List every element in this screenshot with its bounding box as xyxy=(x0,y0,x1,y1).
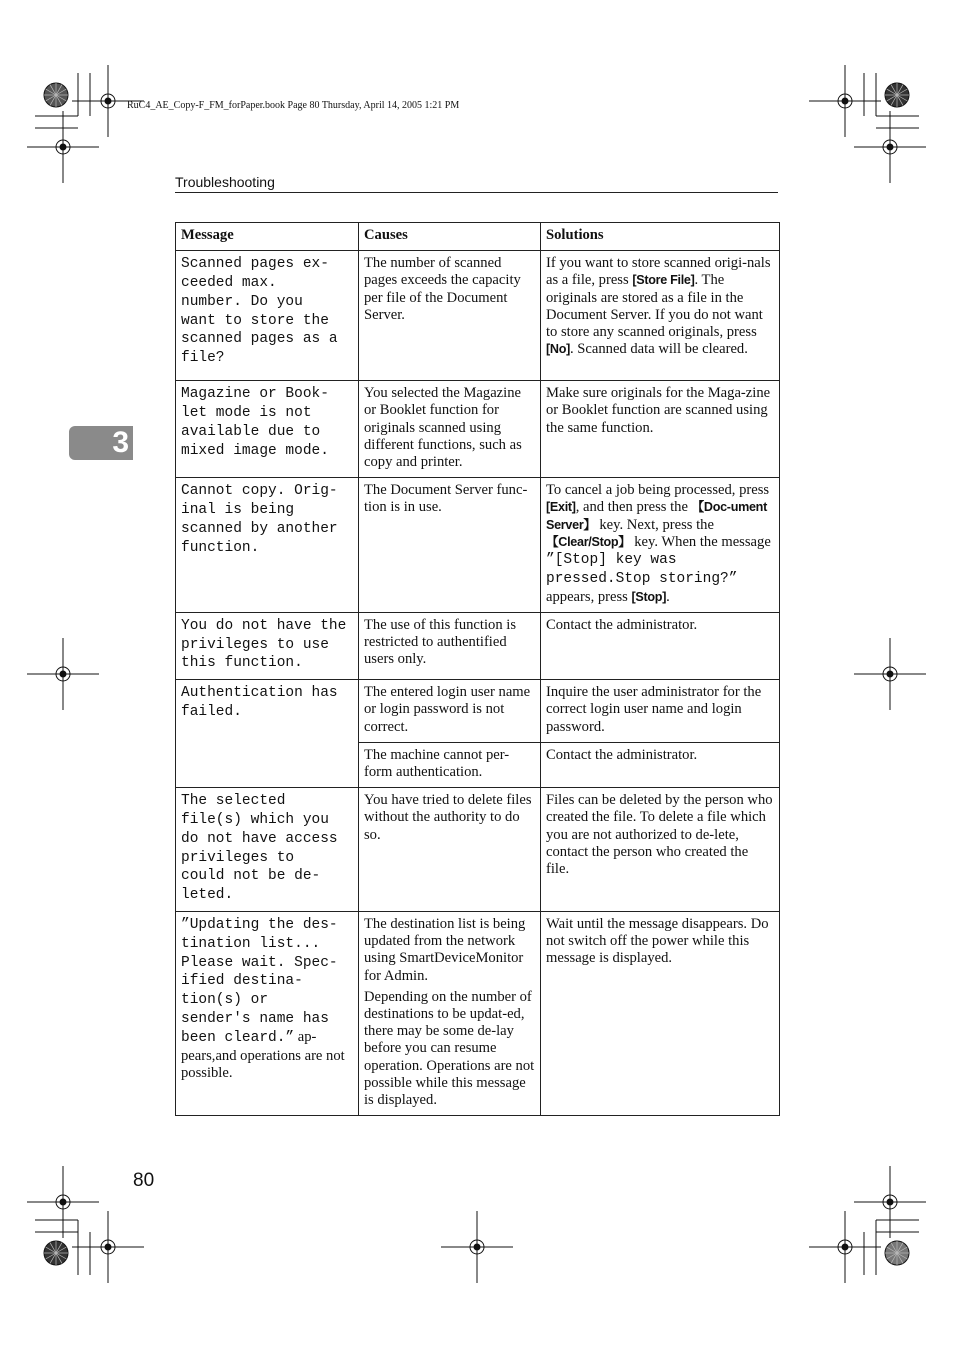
solution-text: If you want to store scanned origi-nals as a file, press xyxy=(546,255,771,289)
solution-text: To cancel a job being processed, press xyxy=(546,482,770,499)
crosshair-mark xyxy=(809,1211,881,1283)
message-cell xyxy=(176,788,359,912)
crosshair-mark xyxy=(27,1166,99,1238)
crosshair-mark xyxy=(72,1211,144,1283)
table-row xyxy=(176,251,780,381)
document-server-key: 【Doc-ument Server】 xyxy=(546,500,767,532)
solution-text: appears, press xyxy=(546,588,632,605)
table-row xyxy=(176,680,780,743)
message-cell xyxy=(176,612,359,679)
solution-cell xyxy=(541,251,780,381)
message-text-tail: ap-pears,and operations are not possible. xyxy=(181,1028,345,1081)
cause-cell: You selected the Magazine or Booklet function for originals scanned using different functions, such as copy and printer. xyxy=(359,381,541,478)
cause-cell: You have tried to delete files without the authority to do so. xyxy=(359,788,541,912)
crosshair-mark xyxy=(27,638,99,710)
solution-cell: Contact the administrator. xyxy=(541,742,780,787)
message-text: Cannot copy. Orig- inal is being scanned by another function. xyxy=(181,483,338,556)
table-header-row xyxy=(176,223,780,251)
message-text: Authentication has failed. xyxy=(181,685,338,721)
message-text: You do not have the privileges to use this function. xyxy=(181,617,347,672)
header-solutions: Solutions xyxy=(541,223,780,251)
color-wheel-mark xyxy=(44,83,68,107)
stop-key: [Stop] xyxy=(631,589,667,604)
crosshair-mark xyxy=(854,638,926,710)
section-rule xyxy=(175,192,778,193)
solution-text: . xyxy=(666,588,670,605)
cause-cell: The machine cannot per-form authentication. xyxy=(359,742,541,787)
stop-message-text: ”[Stop] key was pressed.Stop storing?” xyxy=(546,552,738,587)
store-file-key: [Store File] xyxy=(632,273,695,288)
troubleshooting-table xyxy=(175,222,780,1116)
chapter-tab: 3 xyxy=(69,426,133,460)
message-text: The selected file(s) which you do not have access privileges to could not be de- leted. xyxy=(181,793,338,904)
solution-cell xyxy=(541,478,780,613)
solution-cell: Files can be deleted by the person who created the file. To delete a file which you are not authorized to de-lete, contact the person who created the file. xyxy=(541,788,780,912)
message-cell xyxy=(176,381,359,478)
cause-cell: The number of scanned pages exceeds the capacity per file of the Document Server. xyxy=(359,251,541,381)
solution-cell: Wait until the message disappears. Do not switch off the power while this message is displayed. xyxy=(541,912,780,1116)
message-text: ”Updating the des- tination list... Please wait. Spec- ified destina- tion(s) or sender's name has been cleard.” xyxy=(181,917,338,1046)
cause-cell: The entered login user name or login password is not correct. xyxy=(359,680,541,743)
no-key: [No] xyxy=(546,342,570,357)
section-title: Troubleshooting xyxy=(175,174,275,190)
solution-cell: Make sure originals for the Maga-zine or Booklet function are scanned using the same function. xyxy=(541,381,780,478)
table-row xyxy=(176,912,780,1116)
header-causes: Causes xyxy=(359,223,541,251)
print-header: RuC4_AE_Copy-F_FM_forPaper.book Page 80 Thursday, April 14, 2005 1:21 PM xyxy=(127,100,460,111)
solution-text: key. Next, press the xyxy=(595,516,714,533)
exit-key: [Exit] xyxy=(546,500,576,515)
message-cell xyxy=(176,478,359,613)
crosshair-mark xyxy=(809,65,881,137)
color-wheel-mark xyxy=(885,83,909,107)
table-row xyxy=(176,788,780,912)
message-cell xyxy=(176,912,359,1116)
message-cell xyxy=(176,680,359,788)
page-number: 80 xyxy=(133,1170,155,1191)
solution-text: key. When the message xyxy=(630,533,771,550)
table-row xyxy=(176,478,780,613)
crosshair-mark xyxy=(854,111,926,183)
crosshair-mark xyxy=(854,1166,926,1238)
message-text: Scanned pages ex- ceeded max. number. Do you want to store the scanned pages as a file? xyxy=(181,256,338,367)
crosshair-mark xyxy=(27,111,99,183)
solution-text: , and then press the xyxy=(575,499,692,516)
clear-stop-key: 【Clear/Stop】 xyxy=(546,534,631,549)
cause-cell: The Document Server func-tion is in use. xyxy=(359,478,541,613)
solution-text: . Scanned data will be cleared. xyxy=(569,341,748,358)
cause-paragraph: Depending on the number of destinations to be updat-ed, there may be some de-lay before you can resume operation. Operations are not possible while this message is displayed. xyxy=(364,988,535,1109)
cause-paragraph: The destination list is being updated from the network using SmartDeviceMonitor for Admin. xyxy=(364,916,526,984)
solution-cell: Inquire the user administrator for the correct login user name and login password. xyxy=(541,680,780,743)
color-wheel-mark xyxy=(885,1241,909,1265)
message-cell xyxy=(176,251,359,381)
cause-cell xyxy=(359,912,541,1116)
solution-text: . The originals are stored as a file in the Document Server. If you do not want to store any scanned originals, press xyxy=(546,272,763,341)
cause-cell: The use of this function is restricted to authentified users only. xyxy=(359,612,541,679)
solution-cell: Contact the administrator. xyxy=(541,612,780,679)
table-row xyxy=(176,612,780,679)
message-text: Magazine or Book- let mode is not available due to mixed image mode. xyxy=(181,386,329,459)
crosshair-mark xyxy=(441,1211,513,1283)
table-row xyxy=(176,381,780,478)
color-wheel-mark xyxy=(44,1241,68,1265)
header-message: Message xyxy=(176,223,359,251)
